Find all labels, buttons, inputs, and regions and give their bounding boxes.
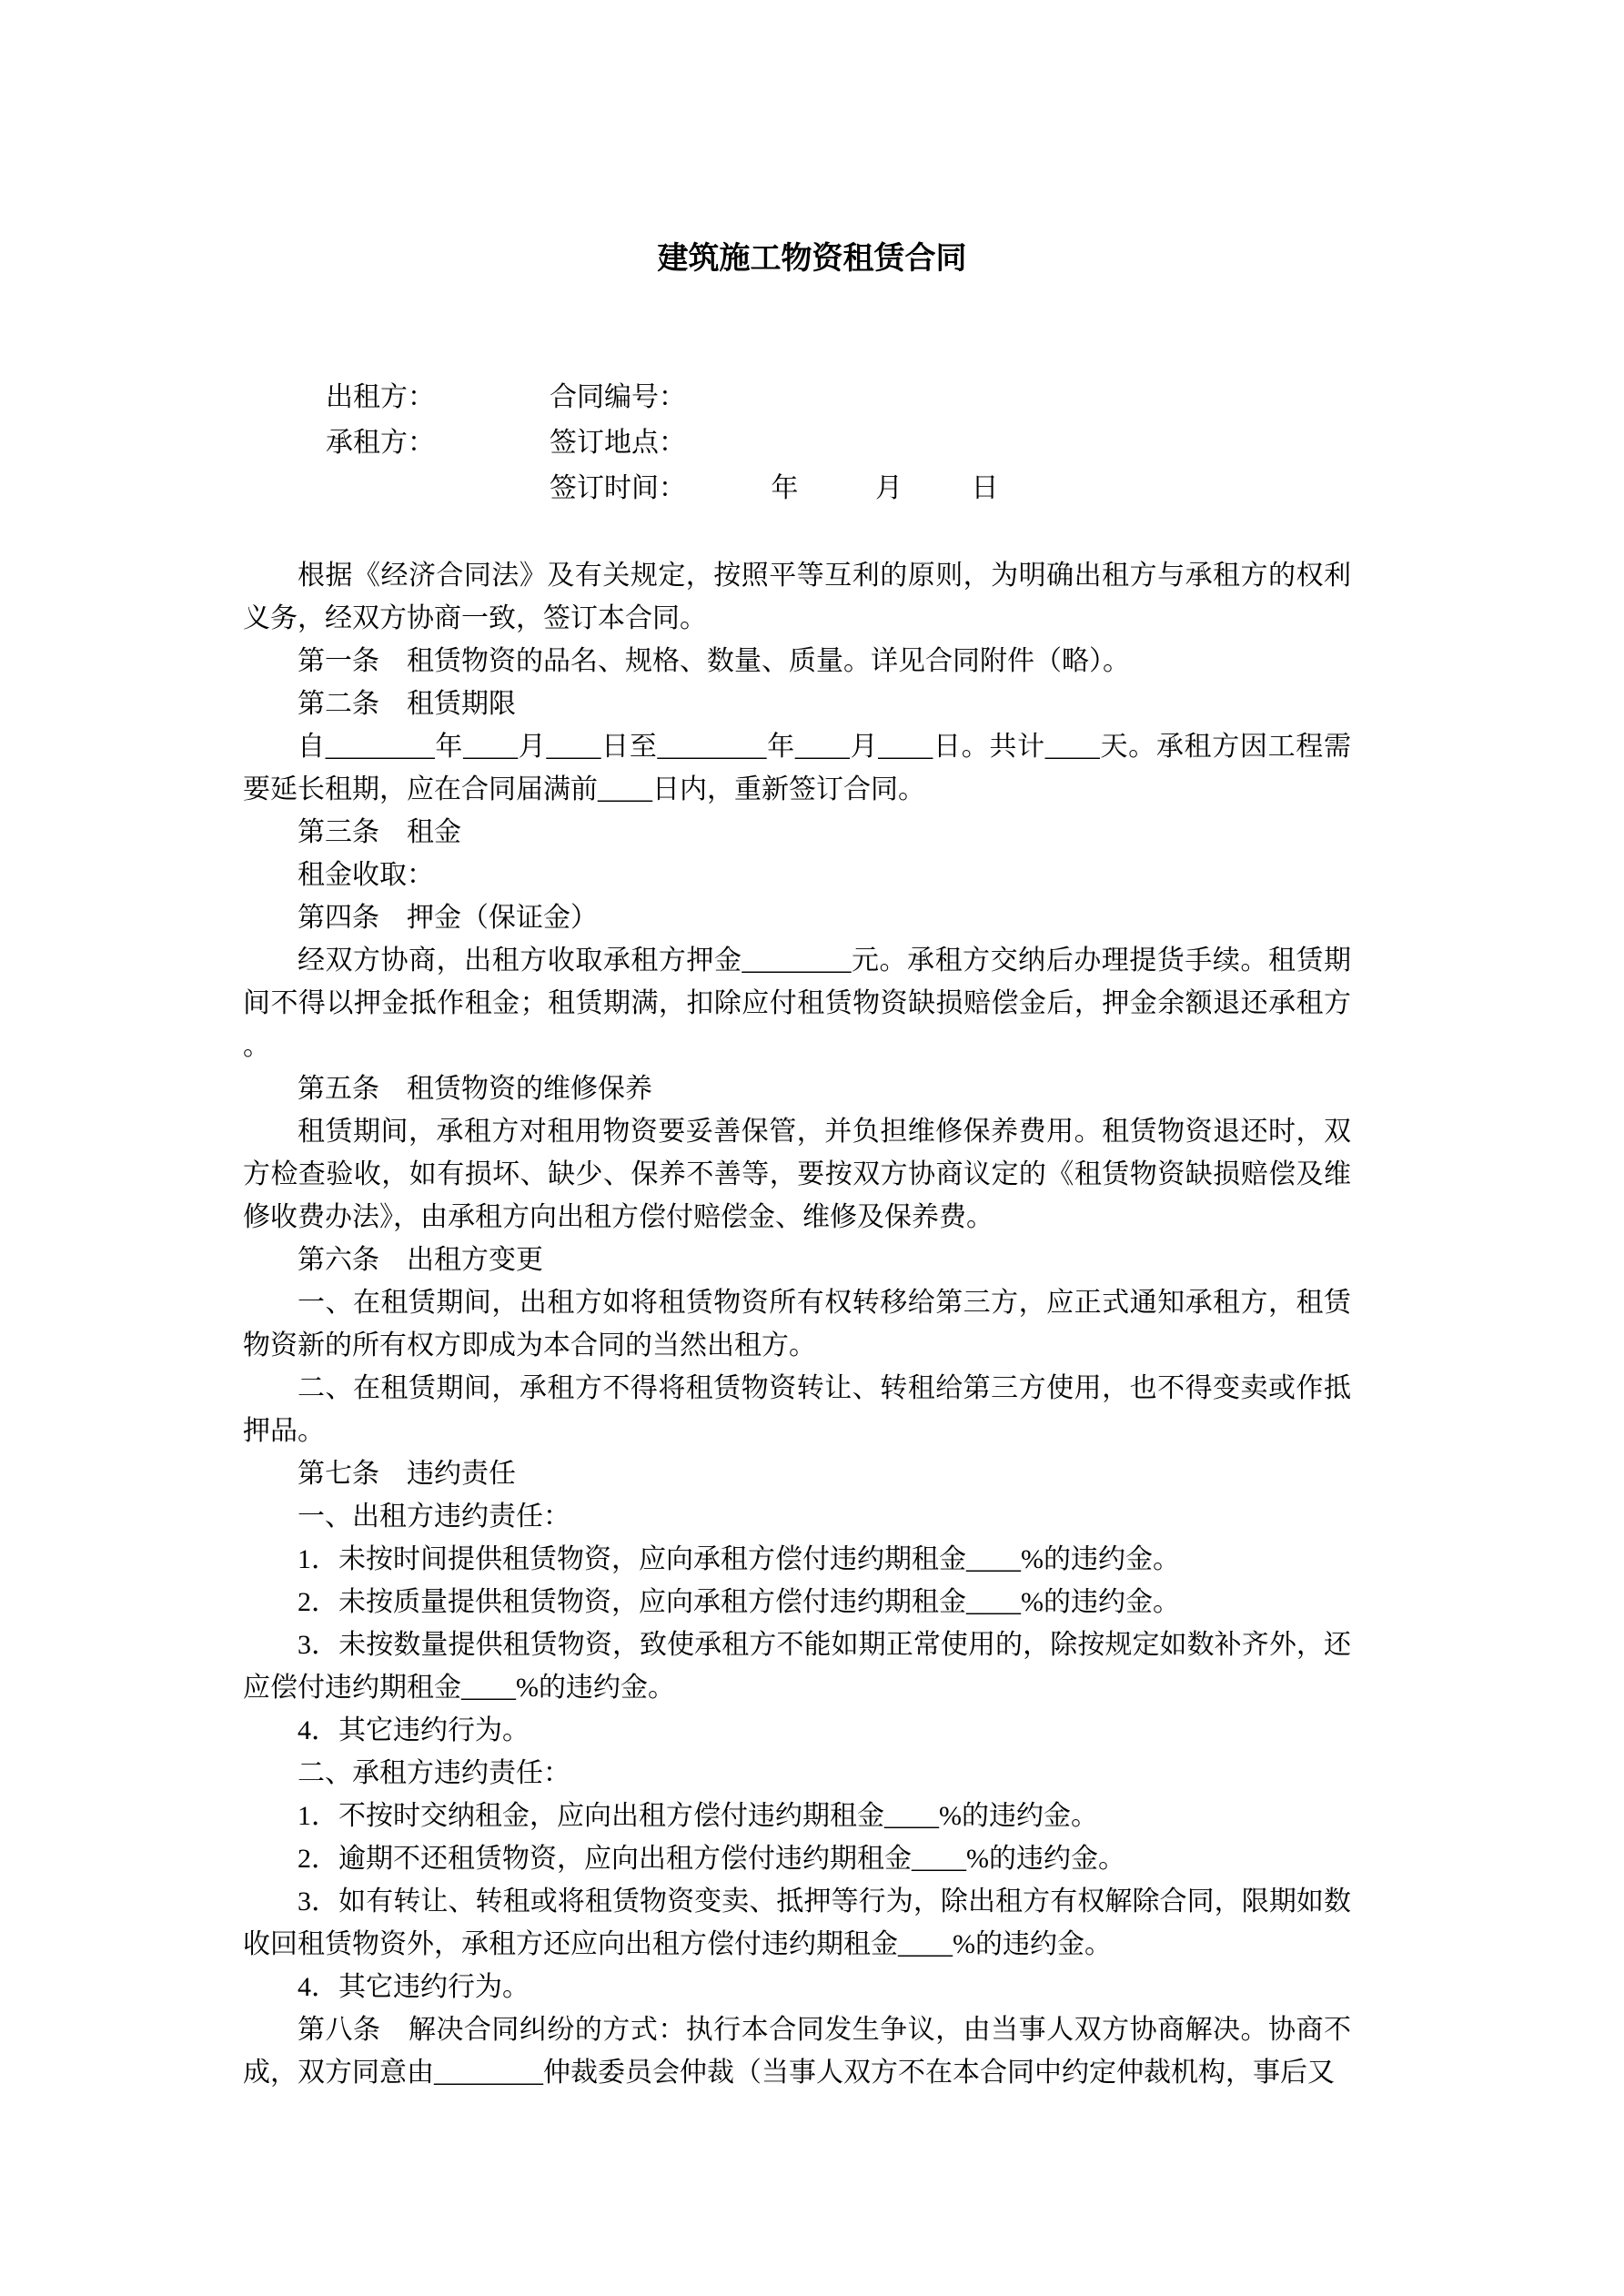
header-row-3 — [326, 466, 1624, 511]
day-label: 日 — [971, 473, 999, 503]
header-spacer — [326, 466, 550, 511]
contract-paragraph: 第五条 租赁物资的维修保养 — [298, 1074, 652, 1104]
contract-paragraph: 4．其它违约行为。 — [298, 1715, 530, 1745]
lessor-label: 出租方： — [326, 382, 435, 412]
contract-paragraph: 4．其它违约行为。 — [298, 1972, 530, 2002]
header-row-1 — [326, 375, 1624, 420]
sign-place-label: 签订地点： — [550, 428, 686, 458]
contract-paragraph: 一、在租赁期间，出租方如将租赁物资所有权转移给第三方，应正式通知承租方，租赁物资新的所有权方即成为本合同的当然出租方。 — [243, 1288, 1351, 1360]
contract-body — [243, 554, 1351, 2094]
contract-paragraph: 租金收取： — [298, 860, 434, 890]
contract-header — [326, 375, 1624, 511]
contract-paragraph: 1．未按时间提供租赁物资，应向承租方偿付违约期租金____%的违约金。 — [298, 1544, 1180, 1574]
year-label: 年 — [771, 473, 799, 503]
contract-paragraph: 第四条 押金（保证金） — [298, 903, 598, 933]
contract-paragraph: 3．如有转让、转租或将租赁物资变卖、抵押等行为，除出租方有权解除合同，限期如数收回租赁物资外，承租方还应向出租方偿付违约期租金____%的违约金。 — [243, 1886, 1351, 1959]
contract-no-label: 合同编号： — [550, 382, 686, 412]
sign-time-label: 签订时间： — [550, 473, 686, 503]
contract-paragraph: 租赁期间，承租方对租用物资要妥善保管，并负担维修保养费用。租赁物资退还时，双方检查验收，如有损坏、缺少、保养不善等，要按双方协商议定的《租赁物资缺损赔偿及维修收费办法》，由承租方向出租方偿付赔偿金、维修及保养费。 — [243, 1117, 1351, 1232]
contract-paragraph: 二、承租方违约责任： — [298, 1758, 570, 1788]
sign-time-row — [550, 466, 999, 511]
contract-paragraph: 根据《经济合同法》及有关规定，按照平等互利的原则，为明确出租方与承租方的权利义务，经双方协商一致，签订本合同。 — [243, 561, 1351, 633]
contract-paragraph: 第八条 解决合同纠纷的方式：执行本合同发生争议，由当事人双方协商解决。协商不成，双方同意由________仲裁委员会仲裁（当事人双方不在本合同中约定仲裁机构，事后又 — [243, 2015, 1351, 2088]
contract-paragraph: 自________年____月____日至________年____月____日。共计____天。承租方因工程需要延长租期，应在合同届满前____日内，重新签订合同。 — [243, 732, 1351, 804]
contract-paragraph: 一、出租方违约责任： — [298, 1502, 570, 1532]
contract-paragraph: 经双方协商，出租方收取承租方押金________元。承租方交纳后办理提货手续。租赁期间不得以押金抵作租金；租赁期满，扣除应付租赁物资缺损赔偿金后，押金余额退还承租方。 — [243, 946, 1351, 1061]
contract-paragraph: 第七条 违约责任 — [298, 1459, 516, 1489]
contract-paragraph: 3．未按数量提供租赁物资，致使承租方不能如期正常使用的，除按规定如数补齐外，还应偿付违约期租金____%的违约金。 — [243, 1630, 1351, 1703]
contract-paragraph: 2．未按质量提供租赁物资，应向承租方偿付违约期租金____%的违约金。 — [298, 1587, 1180, 1617]
contract-paragraph: 1．不按时交纳租金，应向出租方偿付违约期租金____%的违约金。 — [298, 1801, 1098, 1831]
contract-title: 建筑施工物资租赁合同 — [657, 242, 967, 276]
contract-paragraph: 第三条 租金 — [298, 817, 461, 847]
contract-paragraph: 2．逾期不还租赁物资，应向出租方偿付违约期租金____%的违约金。 — [298, 1844, 1125, 1874]
contract-paragraph: 第六条 出租方变更 — [298, 1245, 543, 1275]
month-label: 月 — [875, 473, 903, 503]
header-row-2 — [326, 420, 1624, 466]
contract-paragraph: 第二条 租赁期限 — [298, 689, 516, 719]
contract-paragraph: 二、在租赁期间，承租方不得将租赁物资转让、转租给第三方使用，也不得变卖或作抵押品。 — [243, 1373, 1351, 1446]
contract-paragraph: 第一条 租赁物资的品名、规格、数量、质量。详见合同附件（略）。 — [298, 646, 1130, 676]
lessee-label: 承租方： — [326, 428, 435, 458]
